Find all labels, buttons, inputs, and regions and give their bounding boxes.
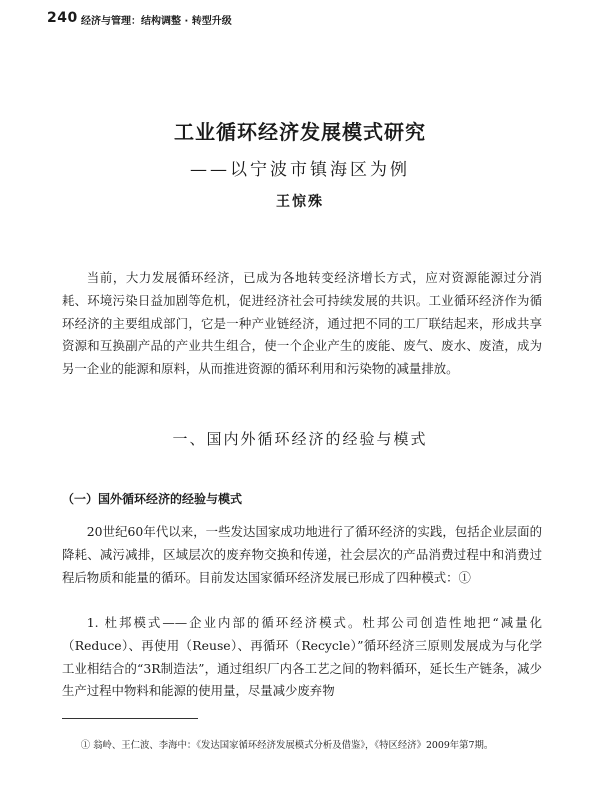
- section-heading: 一、国内外循环经济的经验与模式: [172, 430, 428, 448]
- page-number: 240: [47, 10, 78, 26]
- running-title: 经济与管理：结构调整 · 转型升级: [81, 16, 232, 27]
- article-title: 工业循环经济发展模式研究: [174, 120, 426, 144]
- article-subtitle: ——以宁波市镇海区为例: [190, 160, 410, 180]
- footnote: ① 翁岭、王仁波、李海中：《发达国家循环经济发展模式分析及借鉴》，《特区经济》2009年第7期。: [80, 740, 494, 751]
- page-header: [47, 10, 567, 28]
- body-paragraph: 1. 杜邦模式——企业内部的循环经济模式。杜邦公司创造性地把“减量化（Reduce）、再使用（Reuse）、再循环（Recycle）”循环经济三原则发展成为与化学工业相结合的“3R制造法”，通过组织厂内各工艺之间的物料循环，延长生产链条，减少生产过程中物料和能源的使用量，尽量减少废弃物: [62, 615, 542, 699]
- intro-paragraph: 当前，大力发展循环经济，已成为各地转变经济增长方式，应对资源能源过分消耗、环境污染日益加剧等危机，促进经济社会可持续发展的共识。工业循环经济作为循环经济的主要组成部门，它是一种产业链经济，通过把不同的工厂联结起来，形成共享资源和互换副产品的产业共生组合，使一个企业产生的废能、废气、废水、废渣，成为另一企业的能源和原料，从而推进资源的循环利用和污染物的减量排放。: [62, 270, 542, 377]
- footnote-divider: [62, 718, 198, 719]
- subsection-heading: （一）国外循环经济的经验与模式: [62, 492, 243, 506]
- article-author: 王惊殊: [276, 194, 324, 210]
- body-paragraph: 20世纪60年代以来，一些发达国家成功地进行了循环经济的实践，包括企业层面的降耗、减污减排，区域层次的废弃物交换和传递，社会层次的产品消费过程中和消费过程后物质和能量的循环。目前发达国家循环经济发展已形成了四种模式：①: [62, 524, 542, 585]
